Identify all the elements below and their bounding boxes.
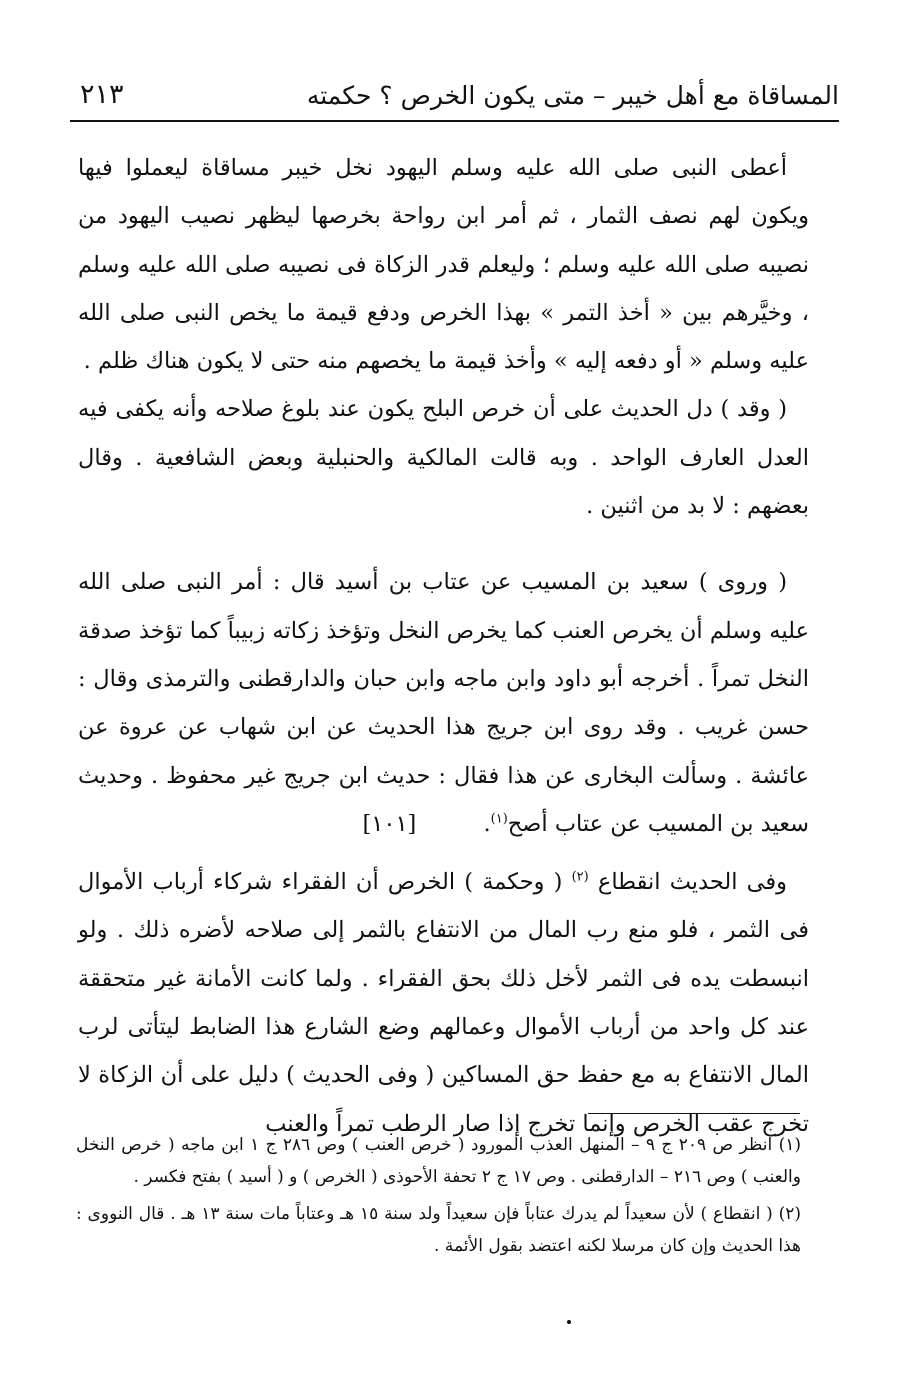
- paragraph-4-lead: وفى الحديث انقطاع: [597, 869, 788, 896]
- footnote-2: (٢) ( انقطاع ) لأن سعيداً لم يدرك عتاباً فإن سعيداً ولد سنة ١٥ هـ وعتاباً مات سنة ١٣ هـ . قال النووى : هذا الحديث وإن كان مرسلا لكنه اعتضد بقول الأئمة .: [76, 1204, 801, 1256]
- header-rule: [70, 120, 839, 122]
- paragraph-3-text: ( وروى ) سعيد بن المسيب عن عتاب بن أسيد قال : أمر النبى صلى الله عليه وسلم أن يخرص العنب كما يخرص النخل وتؤخذ زكاته زبيباً كما تؤخذ صدقة النخل تمراً . أخرجه أبو داود وابن ماجه وابن حبان والدارقطنى والترمذى وقال : حسن غريب . وقد روى ابن جريج هذا الحديث عن ابن شهاب عن عروة عن عائشة . وسألت البخارى عن هذا فقال : حديث ابن جريج غير محفوظ . وحديث سعيد بن المسيب عن عتاب أصح: [78, 569, 809, 837]
- paragraph-4: [78, 858, 809, 1148]
- page-number: ٢١٣: [80, 79, 124, 110]
- footnote-marker-1: (١): [490, 811, 508, 827]
- paragraph-4-text: ( وحكمة ) الخرص أن الفقراء شركاء أرباب الأموال فى الثمر ، فلو منع رب المال من الانتفاع بالثمر إلى صلاحه لأضره ذلك . ولو انبسطت يده فى الثمر لأخل ذلك بحق الفقراء . ولما كانت الأمانة غير متحققة عند كل واحد من أرباب الأموال وعمالهم وضع الشارع هذا الضابط ليتأتى لرب المال الانتفاع به مع حفظ حق المساكين ( وفى الحديث ) دليل على أن الزكاة لا تخرج عقب الخرص وإنما تخرج إذا صار الرطب تمراً والعنب: [78, 869, 809, 1137]
- header-title: المساقاة مع أهل خيبر – متى يكون الخرص ؟ حكمته: [306, 81, 839, 110]
- paragraph-3: ( وروى ) سعيد بن المسيب عن عتاب بن أسيد قال : أمر النبى صلى الله عليه وسلم أن يخرص العنب كما يخرص النخل وتؤخذ زكاته زبيباً كما تؤخذ صدقة النخل تمراً . أخرجه أبو داود وابن ماجه وابن حبان والدارقطنى والترمذى وقال : حسن غريب . وقد روى ابن جريج هذا الحديث عن ابن شهاب عن عروة عن عائشة . وسألت البخارى عن هذا فقال : حديث ابن جريج غير محفوظ . وحديث سعيد بن المسيب عن عتاب أصح$^{(١)}$. [١٠١]: [78, 558, 809, 848]
- print-dot: [567, 1320, 571, 1324]
- footnote-rule: [588, 1113, 800, 1114]
- paragraph-1: أعطى النبى صلى الله عليه وسلم اليهود نخل خيبر مساقاة ليعملوا فيها ويكون لهم نصف الثمار ، ثم أمر ابن رواحة بخرصها ليظهر نصيب اليهود من نصيبه صلى الله عليه وسلم ؛ وليعلم قدر الزكاة فى نصيبه صلى الله عليه وسلم ، وخيَّرهم بين « أخذ التمر » بهذا الخرص ودفع قيمة ما يخص النبى صلى الله عليه وسلم « أو دفعه إليه » وأخذ قيمة ما يخصهم منه حتى لا يكون هناك ظلم .: [78, 155, 810, 375]
- paragraph-2: ( وقد ) دل الحديث على أن خرص البلح يكون عند بلوغ صلاحه وأنه يكفى فيه العدل العارف الواحد . وبه قالت المالكية والحنبلية وبعض الشافعية . وقال بعضهم : لا بد من اثنين .: [78, 396, 809, 520]
- footnote-marker-2: (٢): [571, 869, 589, 885]
- footnote-1: (١) انظر ص ٢٠٩ ج ٩ – المنهل العذب المورود ( خرص العنب ) وص ٢٨٦ ج ١ ابن ماجه ( خرص النخل والعنب ) وص ٢١٦ – الدارقطنى . وص ١٧ ج ٢ تحفة الأحوذى ( الخرص ) و ( أسيد ) بفتح فكسر .: [76, 1135, 801, 1187]
- hadith-reference-number: [١٠١]: [362, 810, 417, 837]
- running-header: [70, 62, 839, 110]
- footnotes: [76, 1130, 801, 1262]
- main-text: [78, 144, 809, 1148]
